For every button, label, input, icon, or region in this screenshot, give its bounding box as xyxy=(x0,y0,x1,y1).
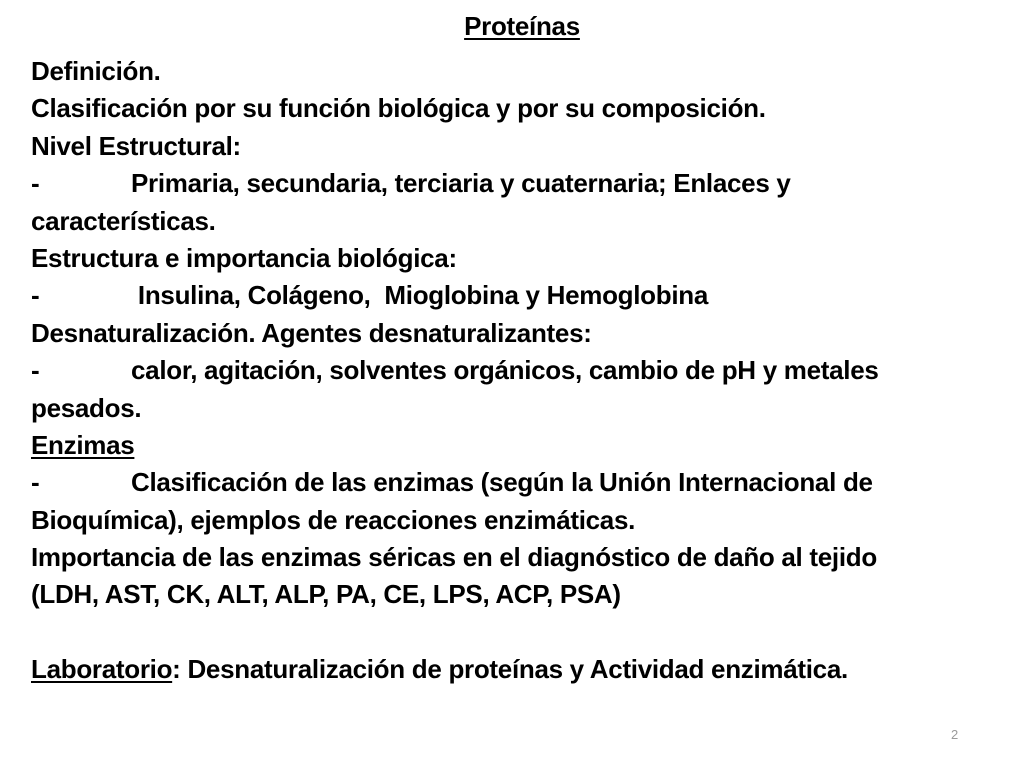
bullet-text: Insulina, Colágeno, Mioglobina y Hemoglobina xyxy=(131,280,709,311)
clasificacion-line: Clasificación por su función biológica y por su composición. xyxy=(31,93,766,124)
laboratorio-line xyxy=(31,651,1016,688)
desnaturalizacion-line: Desnaturalización. Agentes desnaturalizantes: xyxy=(31,317,592,348)
slide-title: Proteínas xyxy=(464,11,580,41)
importancia-line: Importancia de las enzimas séricas en el diagnóstico de daño al tejido xyxy=(31,542,877,573)
estructura-line: Estructura e importancia biológica: xyxy=(31,242,457,273)
bullet-item-agentes xyxy=(31,352,1016,389)
bullet-text: Primaria, secundaria, terciaria y cuaternaria; Enlaces y xyxy=(131,168,791,199)
bullet-marker: - xyxy=(31,467,40,498)
bullet-continuation: pesados. xyxy=(31,392,142,423)
bullet-marker: - xyxy=(31,168,40,199)
bullet-item-estructura xyxy=(31,165,1016,202)
bullet-marker: - xyxy=(31,280,40,311)
page-number: 2 xyxy=(951,727,959,742)
bullet-item-clasificacion-enzimas xyxy=(31,464,1016,501)
bullet-marker: - xyxy=(31,355,40,386)
bullet-text: Clasificación de las enzimas (según la Unión Internacional de xyxy=(131,467,873,498)
bullet-text: calor, agitación, solventes orgánicos, cambio de pH y metales xyxy=(131,355,879,386)
bullet-continuation: características. xyxy=(31,205,216,236)
enzimas-heading: Enzimas xyxy=(31,429,135,460)
bullet-continuation: Bioquímica), ejemplos de reacciones enzimáticas. xyxy=(31,504,636,535)
definicion-line: Definición. xyxy=(31,56,161,86)
spacer xyxy=(31,614,1016,651)
bullet-item-proteinas xyxy=(31,277,1016,314)
nivel-estructural-line: Nivel Estructural: xyxy=(31,130,241,161)
importancia-continuation: (LDH, AST, CK, ALT, ALP, PA, CE, LPS, ACP, PSA) xyxy=(31,579,621,610)
laboratorio-text: : Desnaturalización de proteínas y Actividad enzimática. xyxy=(172,654,848,685)
laboratorio-label: Laboratorio xyxy=(31,654,173,685)
slide-body xyxy=(31,53,1016,689)
